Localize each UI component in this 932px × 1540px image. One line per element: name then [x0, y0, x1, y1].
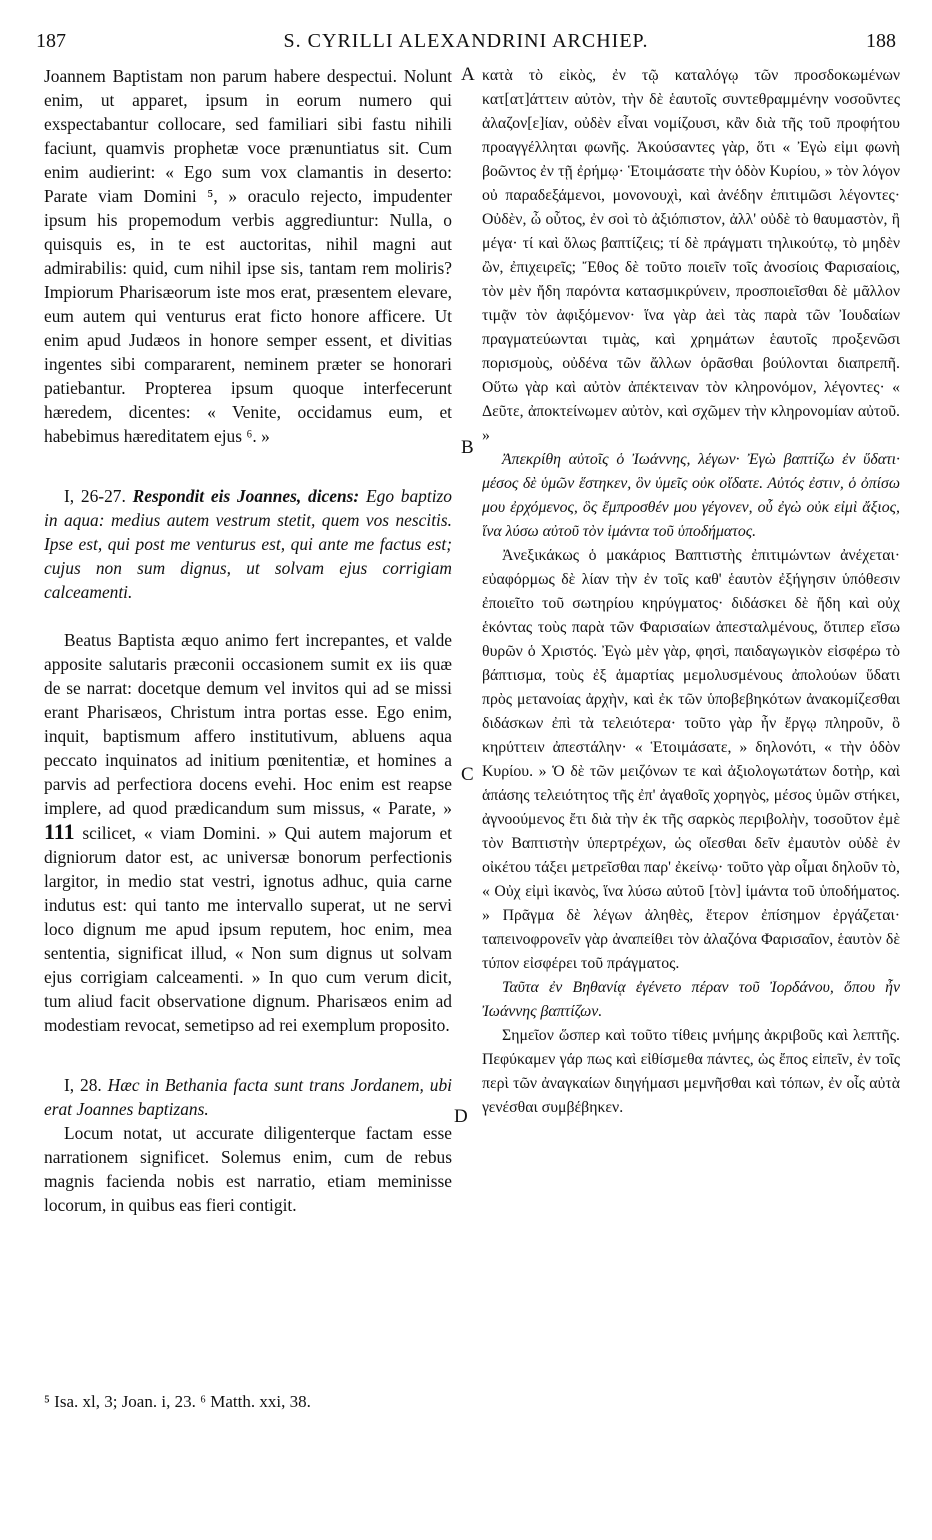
margin-mark-d: D: [454, 1106, 468, 1127]
running-header: [36, 30, 896, 58]
greek-lemma-1-28: Ταῦτα ἐν Βηθανίᾳ ἐγένετο πέραν τοῦ Ἰορδάνου, ὅπου ἦν Ἰωάννης βαπτίζων.: [482, 979, 900, 1020]
greek-paragraph-1: κατὰ τὸ εἰκὸς, ἐν τῷ καταλόγῳ τῶν προσδοκωμένων κατ[ατ]άττειν αὐτὸν, τὴν δὲ ἑαυτοῖς συντεθραμμένην νοσοῦντες ἀλαζον[ε]ίαν, οὐδὲν εἶναι νομίζουσι, κἂν διὰ τῆς τοῦ προφήτου προαγγέλληται φωνῆς. Ἀκούσαντες γὰρ, ὅτι « Ἐγὼ εἰμι φωνὴ βοῶντος ἐν τῇ ἐρήμῳ· Ἑτοιμάσατε τὴν ὁδὸν Κυρίου, » τὸν λόγον οὐ παραδεξάμενοι, μονονουχὶ, καὶ ἀνέδην ἐπιτιμῶσι λέγοντες· Οὐδὲν, ὦ οὗτος, ἐν σοὶ τὸ ἀξιόπιστον, ἀλλ' οὐδὲ τὸ θαυμαστὸν, ἢ μέγα· τί καὶ ὅλως βαπτίζεις; τί δὲ πράγματι τηλικούτῳ, τὸ μηδὲν ὢν, ἐπιχειρεῖς; Ἔθος δὲ τοῦτο ποιεῖν τοῖς ἀνοσίοις Φαρισαίοις, τὸν μὲν ἤδη παρόντα κατασμικρύνειν, προσποιεῖσθαι δὲ μᾶλλον τιμᾷν τὸν ἀφιξόμενον· ἵνα γὰρ ἀεὶ τὰς παρὰ τῶν Ἰουδαίων πραγματεύωνται τιμὰς, καὶ χρημάτων ἑαυτοῖς προξενῶσι πορισμοὺς, οὐδένα τῶν ἄλλων ὁρᾶσθαι βούλονται διαπρεπῆ. Οὕτω γὰρ καὶ αὐτὸν ἀπέκτειναν τὸν κληρονόμον, λέγοντες· « Δεῦτε, ἀποκτείνωμεν αὐτὸν, καὶ σχῶμεν τὴν κληρονομίαν αὐτοῦ. »: [482, 67, 900, 444]
margin-mark-a: A: [461, 64, 475, 85]
greek-paragraph-5: Σημεῖον ὥσπερ καὶ τοῦτο τίθεις μνήμης ἀκριβοῦς καὶ λεπτῆς. Πεφύκαμεν γάρ πως καὶ εἰθίσμεθα πάντες, ὡς ἔπος εἰπεῖν, ἐν τοῖς περὶ τῶν ἀναγκαίων διηγήμασι μεμνῆσθαι καὶ τόπων, ἐν οἷς αὐτὰ γενέσθαι συμβέβηκεν.: [482, 1027, 900, 1116]
latin-column: [44, 64, 452, 1217]
margin-mark-b: B: [461, 437, 474, 458]
margin-mark-c: C: [461, 764, 474, 785]
latin-lemma-1-26-27: [44, 484, 452, 604]
latin-paragraph-3b: scilicet, « viam Domini. » Qui autem majorum et digniorum dator est, ac universæ bonorum perfectionis largitor, in medio stat vestri, ignotus adhuc, quia carne indutus est: qui tanto me intervallo superat, ut ne servi loco dignum me apud ipsum reputem, hoc enim, mea sententia, significat illud, « Non sum dignus ut solvam ejus corrigiam calceamenti. » In quo cum verum dicit, tum aliud facit observatione dignum. Pharisæos enim ad modestiam revocat, semetipso ad rei exemplum proposito.: [44, 823, 452, 1035]
latin-paragraph-3a: Beatus Baptista æquo animo fert increpantes, et valde apposite salutaris præconii occasionem sumit ex iis quæ de se narrat: docetque demum vel invitos qui ad se missi erant Pharisæos, Christum intra portas esse. Ego enim, inquit, baptismum affero institutivum, abluens aqua peccato inquinatos ad initium pœnitentiæ, et homines a parvis ad perfectiora docens evehi. Hoc enim est reapse implere, ad quod prædicandum sum missus, « Parate, »: [44, 630, 452, 818]
latin-lemma-ref-2: I, 28.: [64, 1075, 102, 1095]
latin-lemma-text-2: Hæc in Bethania facta sunt trans Jordanem, ubi erat Joannes baptizans.: [44, 1075, 452, 1119]
latin-lemma-text: Ego baptizo in aqua: medius autem vestrum stetit, quem vos nescitis. Ipse est, qui post me venturus est, qui ante me factus est; cujus non sum dignus, ut solvam ejus corrigiam calceamenti.: [44, 486, 452, 602]
greek-column: [482, 64, 900, 1120]
page-number-right: 188: [866, 30, 896, 52]
running-title: S. CYRILLI ALEXANDRINI ARCHIEP.: [283, 30, 649, 52]
greek-lemma-1-26-27: Ἀπεκρίθη αὐτοῖς ὁ Ἰωάννης, λέγων· Ἐγὼ βαπτίζω ἐν ὕδατι· μέσος δὲ ὑμῶν ἕστηκεν, ὃν ὑμεῖς οὐκ οἴδατε. Αὐτός ἐστιν, ὁ ὀπίσω μου ἐρχόμενος, ὃς ἔμπροσθέν μου γέγονεν, οὗ ἐγὼ οὐκ εἰμὶ ἄξιος, ἵνα λύσω αὐτοῦ τὸν ἱμάντα τοῦ ὑποδήματος.: [482, 451, 900, 540]
latin-paragraph-3: [44, 628, 452, 1037]
column-number: 111: [44, 819, 75, 844]
page-number-left: 187: [36, 30, 66, 52]
latin-paragraph-1: Joannem Baptistam non parum habere despectui. Nolunt enim, ut apparet, ipsum in eorum numero qui exspectabantur collocare, sed familiari sibi fastu nihili faciunt, quamvis prophetæ voce prænuntiatus sit. Cum enim audierint: « Ego sum vox clamantis in deserto: Parate viam Domini ⁵, » oraculo rejecto, impudenter ipsum his propemodum verbis aggrediuntur: Nulla, o quisquis es, in te est auctoritas, nihil magni aut admirabilis: quid, cum nihil ipse sis, tantam rem moliris? Impiorum Pharisæorum iste mos erat, præsentem elevare, eum autem qui venturus erat ficto honore afficere. Ut enim apud Judæos in honore semper essent, et divitias ingentes sibi compararent, neminem præter se honorari patiebantur. Propterea ipsum quoque interfecerunt hæredem, dicentes: « Venite, occidamus eum, et habebimus hæreditatem ejus ⁶. »: [44, 66, 452, 446]
latin-paragraph-5: Locum notat, ut accurate diligenterque factam esse narrationem significet. Solemus enim, cum de rebus magnis facienda nobis est narratio, etiam meminisse locorum, in quibus eas fieri contigit.: [44, 1123, 452, 1215]
greek-paragraph-3: Ἀνεξικάκως ὁ μακάριος Βαπτιστὴς ἐπιτιμώντων ἀνέχεται· εὐαφόρμως δὲ λίαν τὴν ἐν τοῖς καθ' ἑαυτὸν ἐξήγησιν ὑπόθεσιν ἐποιεῖτο τοῦ σωτηρίου κηρύγματος· διδάσκει δὲ ἤδη καὶ οὐχ ἑκόντας τοὺς παρὰ τῶν Φαρισαίων ἀπεσταλμένους, ὅτιπερ εἴσω θυρῶν ὁ Χριστός. Ἐγὼ μὲν γὰρ, φησὶ, παιδαγωγικὸν εἰσφέρω τὸ βάπτισμα, τοὺς ἐξ ἁμαρτίας μεμολυσμένους ἀπολούων ὕδατι πρὸς μετανοίας ἀρχὴν, καὶ ἐκ τῶν ὑποβεβηκότων ἀνακομίζεσθαι διδάσκων ἐπὶ τὰ τελειότερα· τοῦτο γὰρ ἦν ἔργῳ πληροῦν, ὃ κηρύττειν ἀπεστάλην· « Ἑτοιμάσατε, » δηλονότι, « τὴν ὁδὸν Κυρίου. » Ὁ δὲ τῶν μειζόνων τε καὶ ἀξιολογωτάτων δοτὴρ, καὶ ἁπάσης τελειότητος τῆς ἐπ' ἀγαθοῖς χορηγὸς, μέσος ὑμῶν στήκει, ἀγνοούμενος ἔτι διὰ τὴν ἐκ τῆς σαρκὸς περιβολὴν, τοσοῦτον ἐμὲ τὸν Βαπτιστὴν ὑπερτρέχων, ὡς οἴεσθαι δεῖν ἐμαυτὸν οὐδὲ ἐν οἰκέτου τάξει μετρεῖσθαι παρ' ἐκείνῳ· τοῦτο γὰρ οἶμαι δηλοῦν τὸ, « Οὐχ εἰμὶ ἱκανὸς, ἵνα λύσω αὐτοῦ [τὸν] ἱμάντα τοῦ ὑποδήματος. » Πρᾶγμα δὲ λέγων ἀληθὲς, ἕτερον ἐπίσημον ἐργάζεται· ταπεινοφρονεῖν γὰρ ἀναπείθει τὸν ἀλαζόνα Φαρισαῖον, ἑαυτὸν δὲ τύπον εἰσφέρει τοῦ πράγματος.: [482, 547, 901, 972]
latin-lemma-lead: Respondit eis Joannes, dicens:: [132, 486, 360, 506]
latin-lemma-1-28: [44, 1073, 452, 1121]
footnotes: ⁵ Isa. xl, 3; Joan. i, 23. ⁶ Matth. xxi, 38.: [44, 1392, 311, 1411]
latin-lemma-ref: I, 26-27.: [64, 486, 126, 506]
